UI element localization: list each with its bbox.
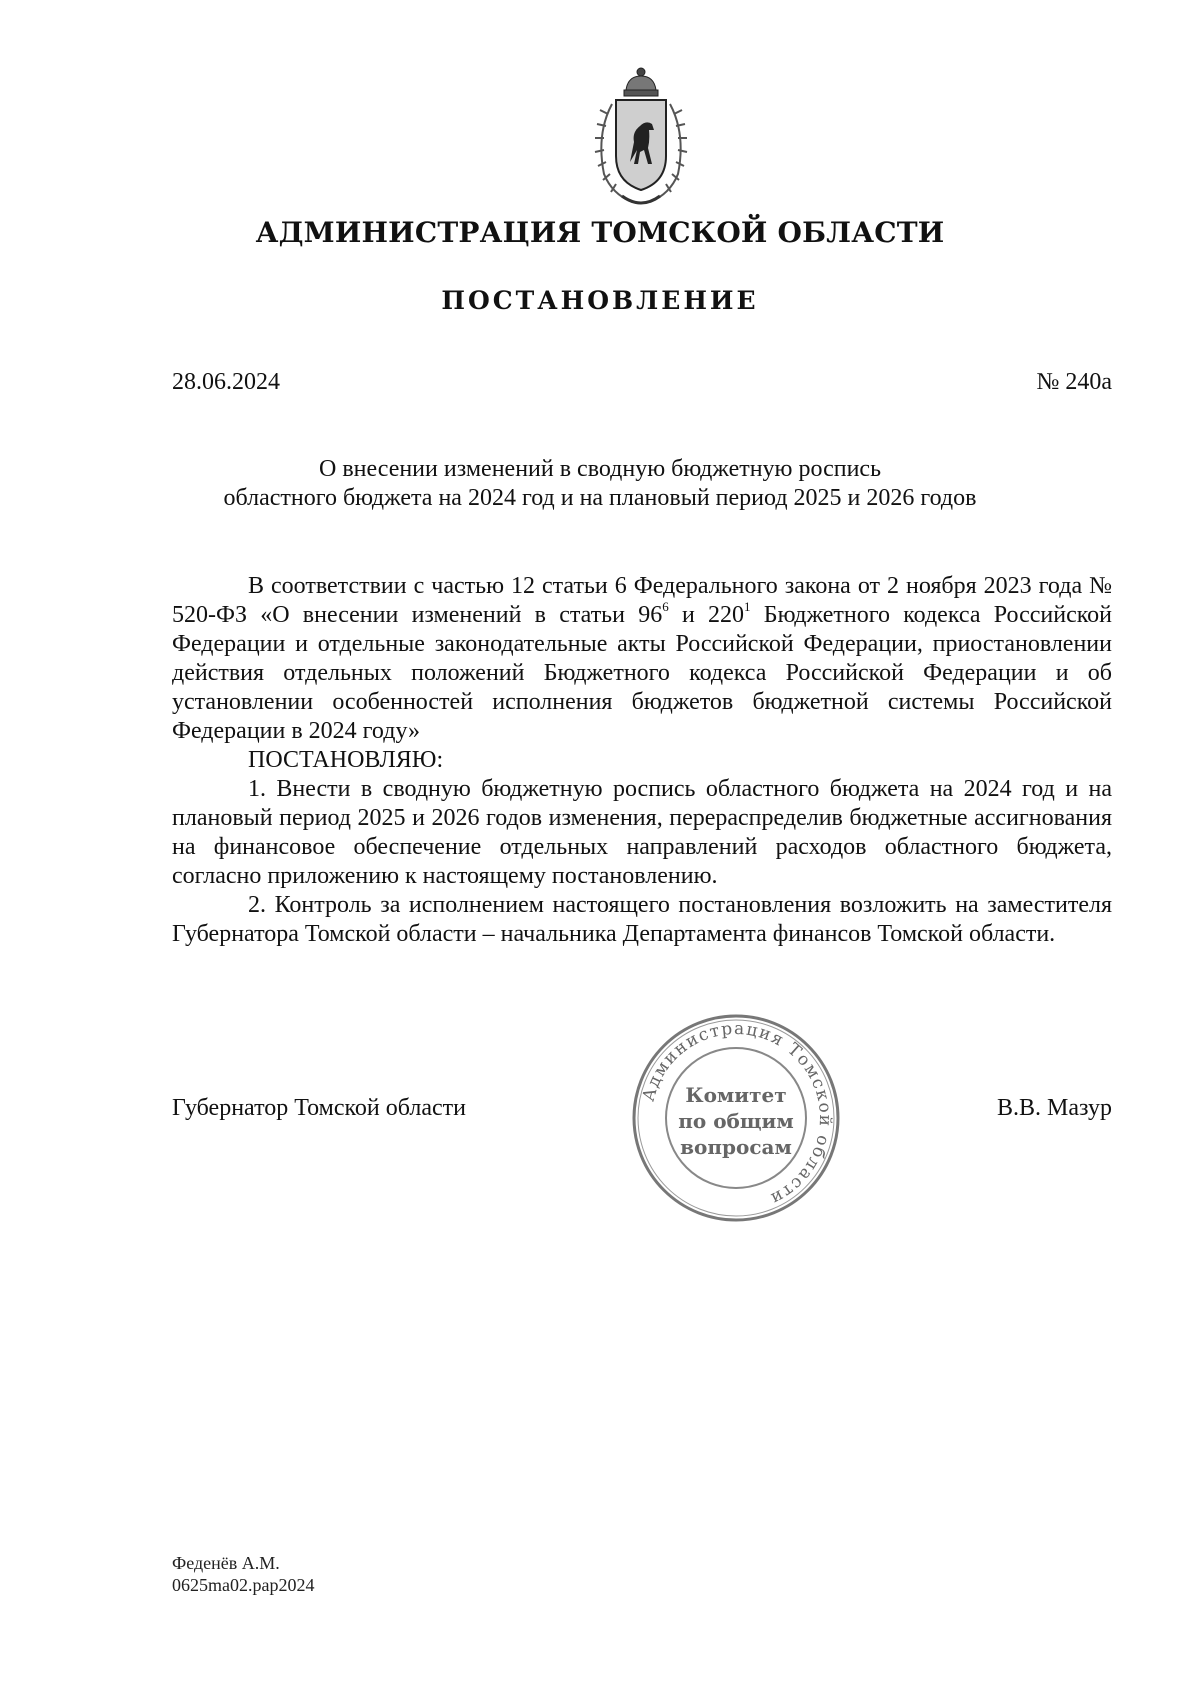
file-code: 0625ma02.pap2024 [172, 1575, 315, 1595]
preamble-superscript-2: 1 [744, 599, 751, 614]
subject-line-2: областного бюджета на 2024 год и на плановый период 2025 и 2026 годов [223, 485, 977, 511]
stamp-ring-text: Администрация Томской области [638, 1018, 836, 1210]
document-subject [0, 455, 1200, 513]
resolve-paragraph: ПОСТАНОВЛЯЮ: [248, 747, 444, 773]
stamp-line-2: по общим [678, 1109, 794, 1133]
executor-name: Феденёв А.М. [172, 1553, 280, 1573]
document-footer [172, 1552, 314, 1596]
item-2-paragraph: 2. Контроль за исполнением настоящего постановления возложить на заместителя Губернатора Томской области – начальника Департамента финансов Томской области. [172, 892, 1112, 947]
organization-title: АДМИНИСТРАЦИЯ ТОМСКОЙ ОБЛАСТИ [255, 216, 945, 249]
official-stamp [628, 1010, 844, 1226]
preamble-text-b: и 220 [668, 602, 745, 628]
preamble-superscript-1: 6 [662, 599, 669, 614]
document-body [172, 572, 1112, 949]
signer-title: Губернатор Томской области [172, 1095, 466, 1121]
preamble-text-a: В соответствии с частью 12 статьи 6 Федерального закона от 2 ноября 2023 года № 520-ФЗ «О внесении изменений в статьи 96 [172, 573, 1112, 628]
document-date: 28.06.2024 [172, 369, 280, 395]
coat-of-arms-emblem [582, 64, 700, 214]
signer-name: В.В. Мазур [997, 1095, 1112, 1121]
document-type-heading: ПОСТАНОВЛЕНИЕ [441, 286, 759, 315]
item-1-paragraph: 1. Внести в сводную бюджетную роспись областного бюджета на 2024 год и на плановый период 2025 и 2026 годов изменения, перераспределив бюджетные ассигнования на финансовое обеспечение отдельных направлений расходов областного бюджета, согласно приложению к настоящему постановлению. [172, 776, 1112, 889]
preamble-text-c: Бюджетного кодекса Российской Федерации и отдельные законодательные акты Российской Федерации, приостановлении действия отдельных положений Бюджетного кодекса Российской Федерации и об установлении особенностей исполнения бюджетов бюджетной системы Российской Федерации в 2024 году» [172, 602, 1113, 744]
document-number: № 240а [1036, 369, 1112, 395]
preamble-paragraph [172, 572, 1112, 746]
stamp-line-3: вопросам [680, 1135, 792, 1159]
stamp-line-1: Комитет [685, 1083, 787, 1107]
subject-line-1: О внесении изменений в сводную бюджетную роспись [318, 456, 882, 482]
